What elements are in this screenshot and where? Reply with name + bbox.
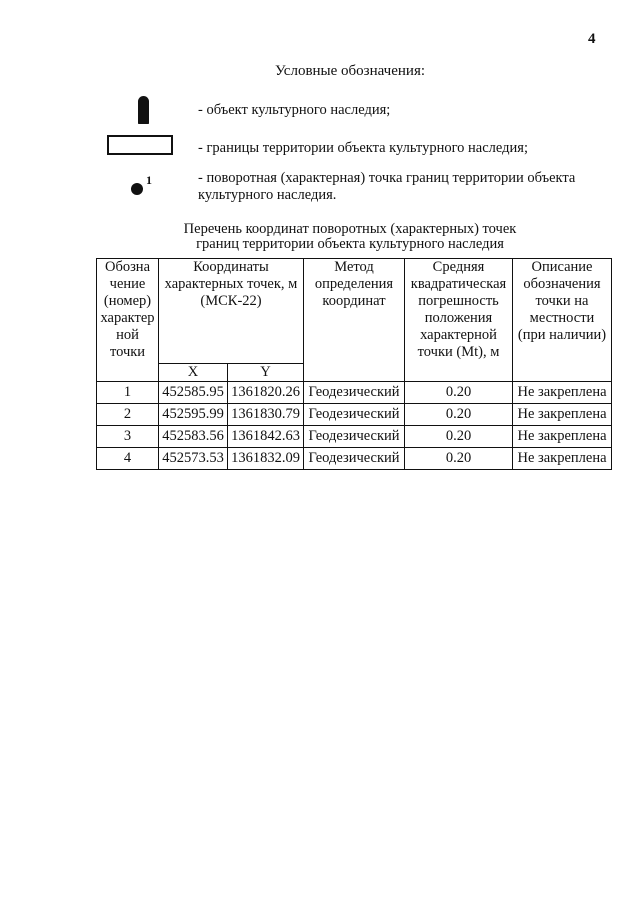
table-row: [97, 448, 612, 470]
cell-mt: 0.20: [405, 404, 513, 426]
header-designation: Обозна чение (номер) характер ной точки: [97, 259, 159, 382]
legend-title: Условные обозначения:: [274, 63, 426, 79]
legend-item-border: - границы территории объекта культурного наследия;: [198, 140, 528, 156]
coordinates-table: [96, 258, 612, 470]
cultural-heritage-object-icon: [138, 96, 149, 124]
cell-number: 2: [97, 404, 159, 426]
cell-mt: 0.20: [405, 448, 513, 470]
header-error: Средняя квадратическая погрешность положения характерной точки (Mt), м: [405, 259, 513, 382]
header-y: Y: [228, 364, 304, 382]
cell-x: 452583.56: [159, 426, 228, 448]
header-description: Описание обозначения точки на местности (при наличии): [513, 259, 612, 382]
cell-y: 1361842.63: [228, 426, 304, 448]
header-x: X: [159, 364, 228, 382]
list-title: [0, 222, 640, 252]
cell-x: 452573.53: [159, 448, 228, 470]
turning-point-icon: [131, 183, 143, 195]
cell-description: Не закреплена: [513, 426, 612, 448]
cell-mt: 0.20: [405, 426, 513, 448]
cell-y: 1361820.26: [228, 382, 304, 404]
turning-point-label: 1: [146, 173, 152, 187]
territory-border-icon: [107, 135, 173, 155]
cell-description: Не закреплена: [513, 448, 612, 470]
cell-method: Геодезический: [304, 448, 405, 470]
list-title-line1: Перечень координат поворотных (характерных) точек: [183, 221, 517, 237]
cell-method: Геодезический: [304, 426, 405, 448]
cell-number: 1: [97, 382, 159, 404]
cell-description: Не закреплена: [513, 382, 612, 404]
cell-method: Геодезический: [304, 382, 405, 404]
legend-item-point-line1: - поворотная (характерная) точка границ территории объекта: [198, 170, 576, 186]
cell-x: 452585.95: [159, 382, 228, 404]
table-header-row: [97, 259, 612, 364]
table-row: [97, 404, 612, 426]
legend-item-point-line2: культурного наследия.: [198, 187, 337, 203]
header-coordinates: Координаты характерных точек, м (МСК-22): [159, 259, 304, 364]
table-row: [97, 382, 612, 404]
page-number: 4: [588, 31, 596, 47]
cell-number: 4: [97, 448, 159, 470]
cell-description: Не закреплена: [513, 404, 612, 426]
cell-y: 1361830.79: [228, 404, 304, 426]
cell-x: 452595.99: [159, 404, 228, 426]
cell-y: 1361832.09: [228, 448, 304, 470]
cell-mt: 0.20: [405, 382, 513, 404]
cell-method: Геодезический: [304, 404, 405, 426]
table-row: [97, 426, 612, 448]
legend-item-object: - объект культурного наследия;: [198, 102, 391, 118]
list-title-line2: границ территории объекта культурного наследия: [196, 236, 504, 252]
legend-item-point: [198, 170, 575, 204]
cell-number: 3: [97, 426, 159, 448]
header-method: Метод определения координат: [304, 259, 405, 382]
